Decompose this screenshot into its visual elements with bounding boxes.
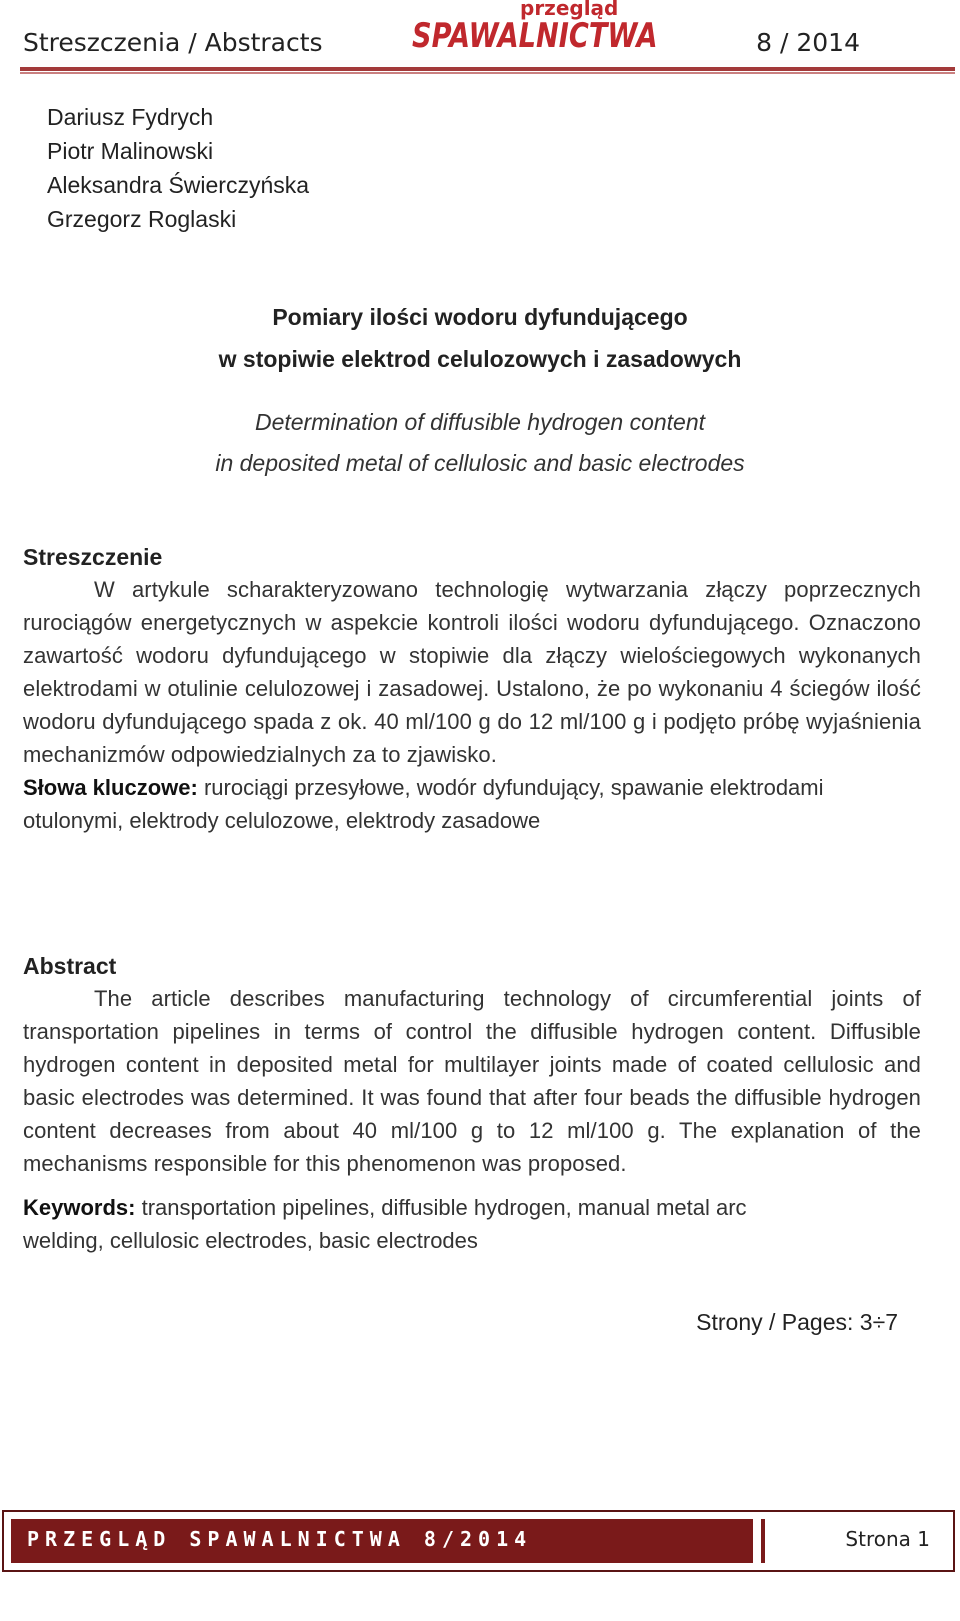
streszczenie-text: W artykule scharakteryzowano technologię wytwarzania złączy poprzecznych rurociągów energetycznych w aspekcie kontroli ilości wodoru dyfundującego. Oznaczono zawartość wodoru dyfundującego w stopiwie dla złączy wielościegowych wykonanych elektrodami w otulinie celulozowej i zasadowej. Ustalono, że po wykonaniu 4 ściegów ilość wodoru dyfundującego spada z ok. 40 ml/100 g do 12 ml/100 g i podjęto próbę wyjaśnienia mechanizmów odpowiedzialnych za to zjawisko. xyxy=(23,577,921,767)
streszczenie-heading: Streszczenie xyxy=(23,544,163,570)
streszczenie-keywords xyxy=(23,771,921,837)
section-title: Streszczenia / Abstracts xyxy=(23,28,323,57)
keywords-pl: rurociągi przesyłowe, wodór dyfundujący, spawanie elektrodami otulonymi, elektrody celulozowe, elektrody zasadowe xyxy=(23,775,824,833)
footer-page-number: Strona 1 xyxy=(845,1527,930,1551)
journal-logo xyxy=(412,0,658,60)
footer-page-box xyxy=(761,1519,946,1563)
logo-big-text: SPAWALNICTWA xyxy=(412,16,658,56)
title-english xyxy=(0,402,960,484)
footer-journal-band xyxy=(11,1519,753,1563)
issue-number: 8 / 2014 xyxy=(756,28,860,57)
logo-small-text: przegląd xyxy=(520,0,619,20)
page-range: Strony / Pages: 3÷7 xyxy=(696,1309,898,1335)
author: Grzegorz Roglaski xyxy=(47,206,237,232)
keywords-label-pl: Słowa kluczowe: xyxy=(23,775,198,800)
footer-separator xyxy=(753,1519,761,1563)
header-rule xyxy=(20,67,955,71)
keywords-line: welding, cellulosic electrodes, basic electrodes xyxy=(23,1228,478,1253)
streszczenie-section xyxy=(23,541,921,837)
title-polish xyxy=(0,296,960,380)
abstract-keywords xyxy=(23,1191,921,1257)
author: Piotr Malinowski xyxy=(47,138,214,164)
abstract-section xyxy=(23,950,921,1257)
keywords-en: transportation pipelines, diffusible hydrogen, manual metal arc xyxy=(135,1195,747,1220)
keywords-line xyxy=(23,1191,921,1224)
title-polish-line: Pomiary ilości wodoru dyfundującego xyxy=(272,304,688,330)
footer-inner xyxy=(11,1519,946,1563)
title-polish-line: w stopiwie elektrod celulozowych i zasadowych xyxy=(218,346,742,372)
author: Dariusz Fydrych xyxy=(47,104,214,130)
header-rule-thin xyxy=(20,72,955,74)
title-english-line: Determination of diffusible hydrogen content xyxy=(254,409,706,435)
keywords-label-en: Keywords: xyxy=(23,1195,136,1220)
abstract-heading: Abstract xyxy=(23,953,117,979)
footer-journal-title: PRZEGLĄD SPAWALNICTWA 8/2014 xyxy=(27,1527,533,1551)
footer-bar xyxy=(2,1510,955,1572)
title-english-line: in deposited metal of cellulosic and basic electrodes xyxy=(215,450,745,476)
author-list xyxy=(47,100,309,236)
abstract-text: The article describes manufacturing technology of circumferential joints of transportation pipelines in terms of control the diffusible hydrogen content. Diffusible hydrogen content in deposited metal for multilayer joints made of coated cellulosic and basic electrodes was determined. It was found that after four beads the diffusible hydrogen content decreases from about 40 ml/100 g to 12 ml/100 g. The explanation of the mechanisms responsible for this phenomenon was proposed. xyxy=(23,986,921,1176)
author: Aleksandra Świerczyńska xyxy=(47,172,310,198)
